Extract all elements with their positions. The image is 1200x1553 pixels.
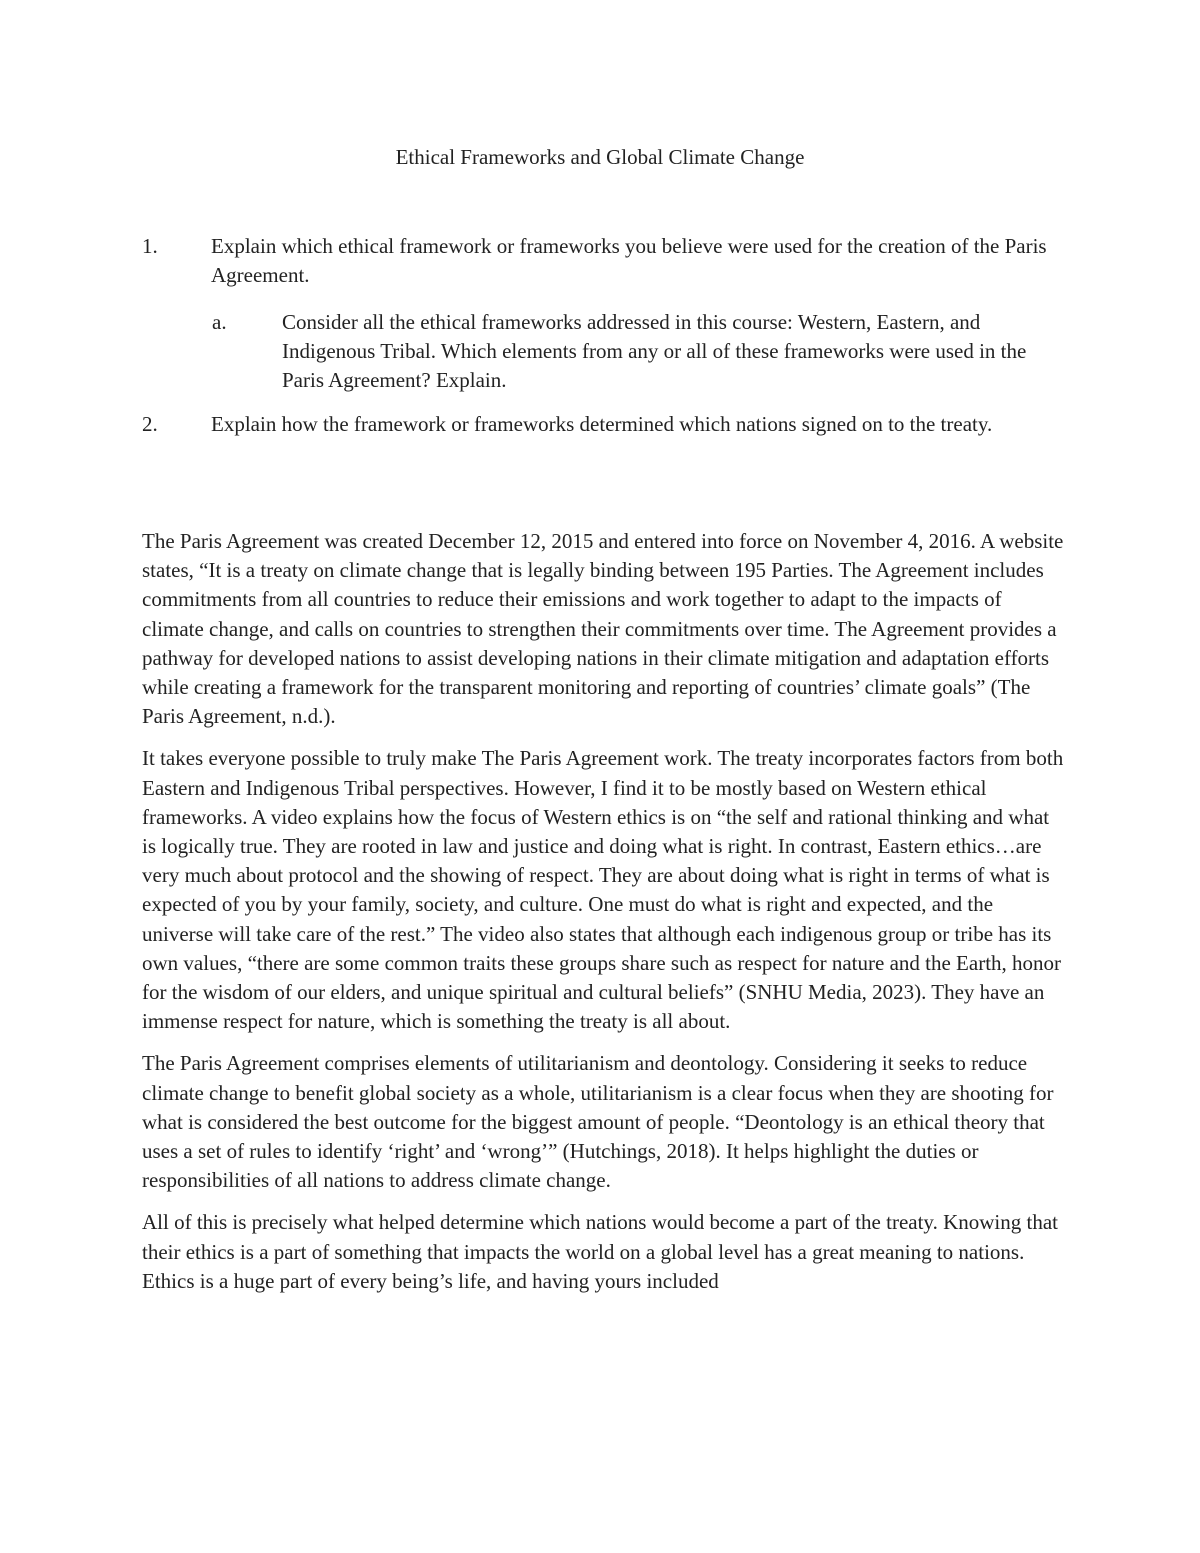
- question-2-number: 2.: [142, 412, 158, 436]
- question-1-number: 1.: [142, 234, 158, 258]
- question-1a-letter: a.: [212, 310, 227, 334]
- question-2-text: Explain how the framework or frameworks determined which nations signed on to the treaty.: [211, 412, 993, 436]
- paragraph-3: The Paris Agreement comprises elements of utilitarianism and deontology. Considering it seeks to reduce climate change to benefit global society as a whole, utilitarianism is a clear focus when they are shooting for what is considered the best outcome for the biggest amount of people. “Deontology is an ethical theory that uses a set of rules to identify ‘right’ and ‘wrong’” (Hutchings, 2018). It helps highlight the duties or responsibilities of all nations to address climate change.: [142, 1051, 1054, 1193]
- paragraph-1: The Paris Agreement was created December 12, 2015 and entered into force on November 4, 2016. A website states, “It is a treaty on climate change that is legally binding between 195 Parties. The Agreement includes commitments from all countries to reduce their emissions and work together to adapt to the impacts of climate change, and calls on countries to strengthen their commitments over time. The Agreement provides a pathway for developed nations to assist developing nations in their climate mitigation and adaptation efforts while creating a framework for the transparent monitoring and reporting of countries’ climate goals” (The Paris Agreement, n.d.).: [142, 529, 1064, 729]
- paragraph-2: It takes everyone possible to truly make The Paris Agreement work. The treaty incorporates factors from both Eastern and Indigenous Tribal perspectives. However, I find it to be mostly based on Western ethical frameworks. A video explains how the focus of Western ethics is on “the self and rational thinking and what is logically true. They are rooted in law and justice and doing what is right. In contrast, Eastern ethics…are very much about protocol and the showing of respect. They are about doing what is right in terms of what is expected of you by your family, society, and culture. One must do what is right and expected, and the universe will take care of the rest.” The video also states that although each indigenous group or tribe has its own values, “there are some common traits these groups share such as respect for nature and the Earth, honor for the wisdom of our elders, and unique spiritual and cultural beliefs” (SNHU Media, 2023). They have an immense respect for nature, which is something the treaty is all about.: [142, 746, 1064, 1034]
- question-1a-text: Consider all the ethical frameworks addressed in this course: Western, Eastern, and Indigenous Tribal. Which elements from any or all of these frameworks were used in the Paris Agreement? Explain.: [282, 310, 1027, 392]
- question-1-text: Explain which ethical framework or frameworks you believe were used for the creation of the Paris Agreement.: [211, 234, 1047, 287]
- paragraph-4: All of this is precisely what helped determine which nations would become a part of the treaty. Knowing that their ethics is a part of something that impacts the world on a global level has a great meaning to nations. Ethics is a huge part of every being’s life, and having yours included: [142, 1210, 1058, 1293]
- essay-body: [142, 527, 1064, 1309]
- document-title: Ethical Frameworks and Global Climate Change: [395, 145, 805, 169]
